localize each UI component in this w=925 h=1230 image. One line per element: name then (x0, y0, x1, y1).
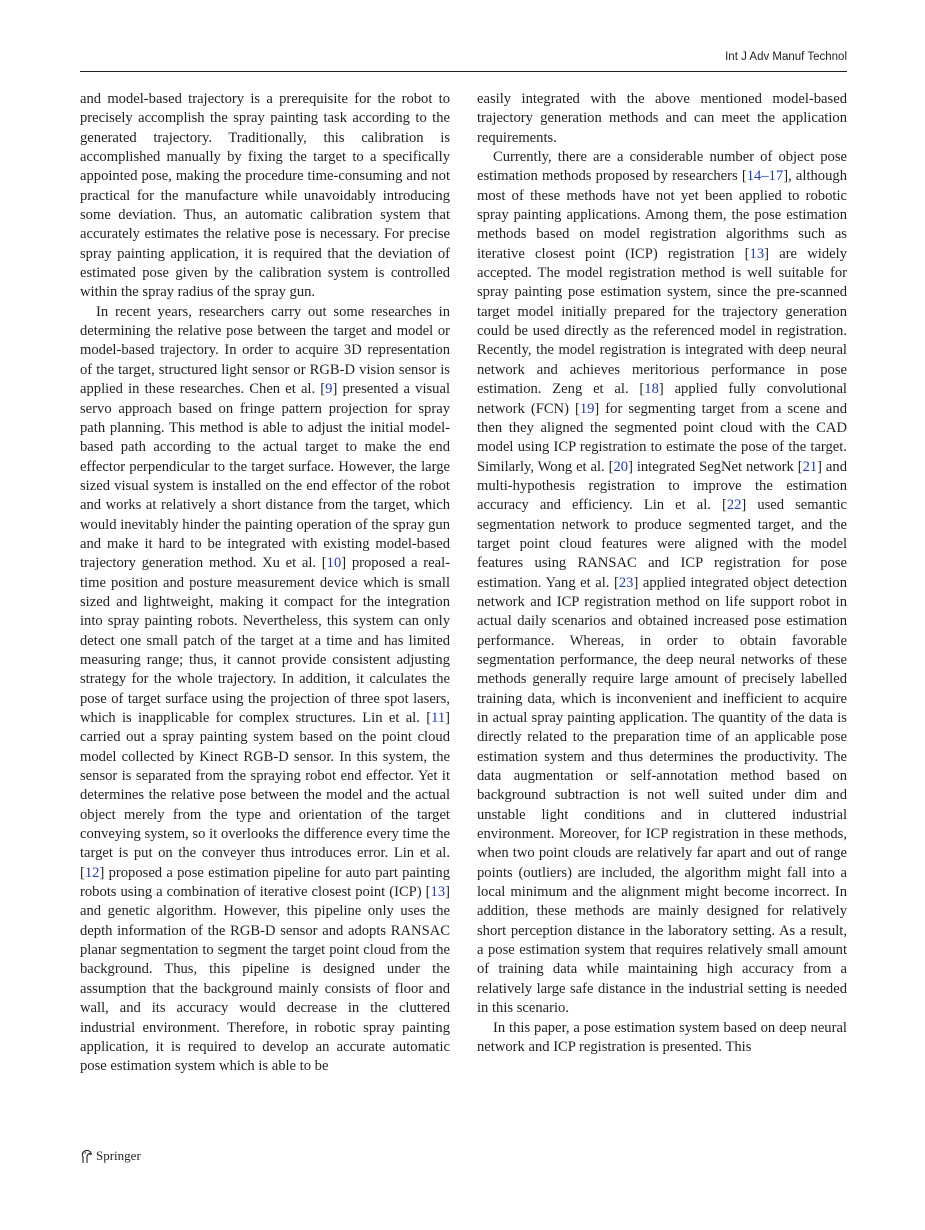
running-head-journal: Int J Adv Manuf Technol (725, 51, 847, 63)
text-span: ] presented a visual servo approach based on fringe pattern projection for spray path planning. This method is able to adjust the initial model-based path according to the actual target to make the end effector perpendicular to the target surface. However, the large sized visual system is installed on the end effector of the robot and works at relatively a short distance from the target, which would inevitably hinder the painting operation of the spray gun and make it hard to be integrated with existing model-based trajectory generation method. Xu et al. [ (80, 381, 451, 572)
text-span: ] are widely accepted. The model registration method is well suitable for spray painting pose estimation system, since the pre-scanned target model initially prepared for the trajectory generation could be used directly as the referenced model in registration. Recently, the model registration is integrated with deep neural network and achieves meritorious performance in pose estimation. Zeng et al. [ (477, 245, 847, 398)
citation-link-14-17[interactable]: 14–17 (746, 168, 784, 185)
text-span: In this paper, a pose estimation system based on deep neural network and ICP registration is presented. This (477, 1019, 847, 1055)
citation-link-21[interactable]: 21 (802, 458, 818, 475)
text-span: In recent years, researchers carry out some researches in determining the relative pose between the target and model or model-based trajectory. In order to acquire 3D representation of the target, structured light sensor or RGB-D vision sensor is applied in these researches. Chen et al. [ (80, 303, 450, 398)
citation-link-23[interactable]: 23 (618, 574, 634, 591)
left-paragraph-2 (80, 303, 450, 1077)
text-span: ] applied fully convolutional network (FCN) [ (477, 381, 847, 417)
citation-link-22[interactable]: 22 (726, 497, 742, 514)
text-span: ] and multi-hypothesis registration to improve the estimation accuracy and efficiency. Lin et al. [ (477, 458, 847, 514)
text-span: Currently, there are a considerable number of object pose estimation methods proposed by researchers [ (477, 149, 847, 185)
text-span: ] used semantic segmentation network to produce segmented target, and the target point cloud features were aligned with the model features using RANSAC and ICP registration for pose estimation. Yang et al. [ (477, 497, 847, 591)
citation-link-10[interactable]: 10 (326, 555, 342, 572)
text-span: easily integrated with the above mentioned model-based trajectory generation methods and can meet the application requirements. (477, 91, 847, 146)
citation-link-20[interactable]: 20 (613, 458, 629, 475)
citation-link-11[interactable]: 11 (431, 710, 446, 726)
springer-horse-icon (80, 1149, 93, 1164)
header-rule (80, 71, 847, 72)
right-paragraph-2 (477, 148, 847, 1018)
citation-link-9[interactable]: 9 (325, 381, 333, 398)
publisher-footer (80, 1148, 141, 1164)
text-span: ] carried out a spray painting system based on the point cloud model collected by Kinect RGB-D sensor. In this system, the sensor is separated from the spraying robot end effector. Yet it determines the relative pose between the model and the actual object merely from the type and orientation of the target conveying system, so it overlooks the difference every time the target is put on the conveyer thus introduces error. Lin et al. [ (80, 710, 450, 881)
text-span: ] proposed a real-time position and posture measurement device which is small sized and lightweight, making it compact for the integration into spray painting robots. Nevertheless, this system can only detect one small patch of the target at a time and has limited measuring range; thus, it cannot provide consistent adjusting strategy for the whole trajectory. In addition, it calculates the pose of target surface using the projection of three spot lasers, which is inapplicable for complex structures. Lin et al. [ (80, 555, 450, 726)
text-span: ] proposed a pose estimation pipeline for auto part painting robots using a combination of iterative closest point (ICP) [ (80, 864, 450, 901)
text-span: ] for segmenting target from a scene and then they aligned the segmented point cloud with the CAD model using ICP registration to estimate the pose of the target. Similarly, Wong et al. [ (477, 400, 847, 475)
left-paragraph-1 (80, 90, 450, 303)
text-span: ] applied integrated object detection network and ICP registration method on life support robot in actual daily scenarios and obtained increased pose estimation performance. Whereas, in order to obtain favorable segmentation performance, the deep neural networks of these methods generally require large amount of precisely labelled training data, which is inconvenient and inefficient to acquire in actual spray painting application. The quantity of the data is directly related to the preparation time of an applicable pose estimation system and thus determines the productivity. The data augmentation or self-annotation method based on background subtraction is not well suited under dim and unstable light conditions and in cluttered industrial environment. Moreover, for ICP registration in these methods, when two point clouds are relatively far apart and out of range points (outliers) are included, the algorithm might fall into a local minimum and the alignment might become incorrect. In addition, these methods are mainly designed for relatively short perception distance in the laboratory setting. As a result, a pose estimation system that requires relatively small amount of training data while maintaining high accuracy from a relatively large safe distance in the industrial setting is needed in this scenario. (477, 574, 847, 1017)
right-column (477, 90, 847, 1057)
citation-link-19[interactable]: 19 (579, 400, 595, 417)
text-span: ] and genetic algorithm. However, this pipeline only uses the depth information of the RGB-D sensor and adopts RANSAC planar segmentation to segment the target point cloud from the background. Thus, this pipeline is designed under the assumption that the background mainly consists of floor and wall, and its accuracy would decrease in the cluttered industrial environment. Therefore, in robotic spray painting application, it is required to develop an accurate automatic pose estimation system which is able to be (80, 884, 450, 1075)
citation-link-18[interactable]: 18 (644, 381, 659, 398)
right-paragraph-1 (477, 90, 847, 148)
left-column (80, 90, 450, 1077)
right-paragraph-3 (477, 1019, 847, 1058)
text-span: ], although most of these methods have not yet been applied to robotic spray painting applications. Among them, the pose estimation methods based on model registration algorithms such as iterative closest point (ICP) registration [ (477, 168, 847, 262)
text-span: ] integrated SegNet network [ (628, 458, 803, 475)
citation-link-13[interactable]: 13 (430, 884, 446, 901)
publisher-name: Springer (96, 1148, 141, 1163)
citation-link-12[interactable]: 12 (84, 864, 100, 881)
citation-link-13[interactable]: 13 (749, 245, 765, 262)
text-span: and model-based trajectory is a prerequisite for the robot to precisely accomplish the spray painting task according to the generated trajectory. Traditionally, this calibration is accomplished manually by fixing the target to a specifically appointed pose, making the procedure time-consuming and not practical for the manufacture while unavoidably introducing some deviation. Thus, an automatic calibration system that accurately estimates the relative pose is necessary. For precise spray painting application, it is required that the deviation of estimated pose given by the calibration system is controlled within the spray radius of the spray gun. (80, 91, 450, 301)
